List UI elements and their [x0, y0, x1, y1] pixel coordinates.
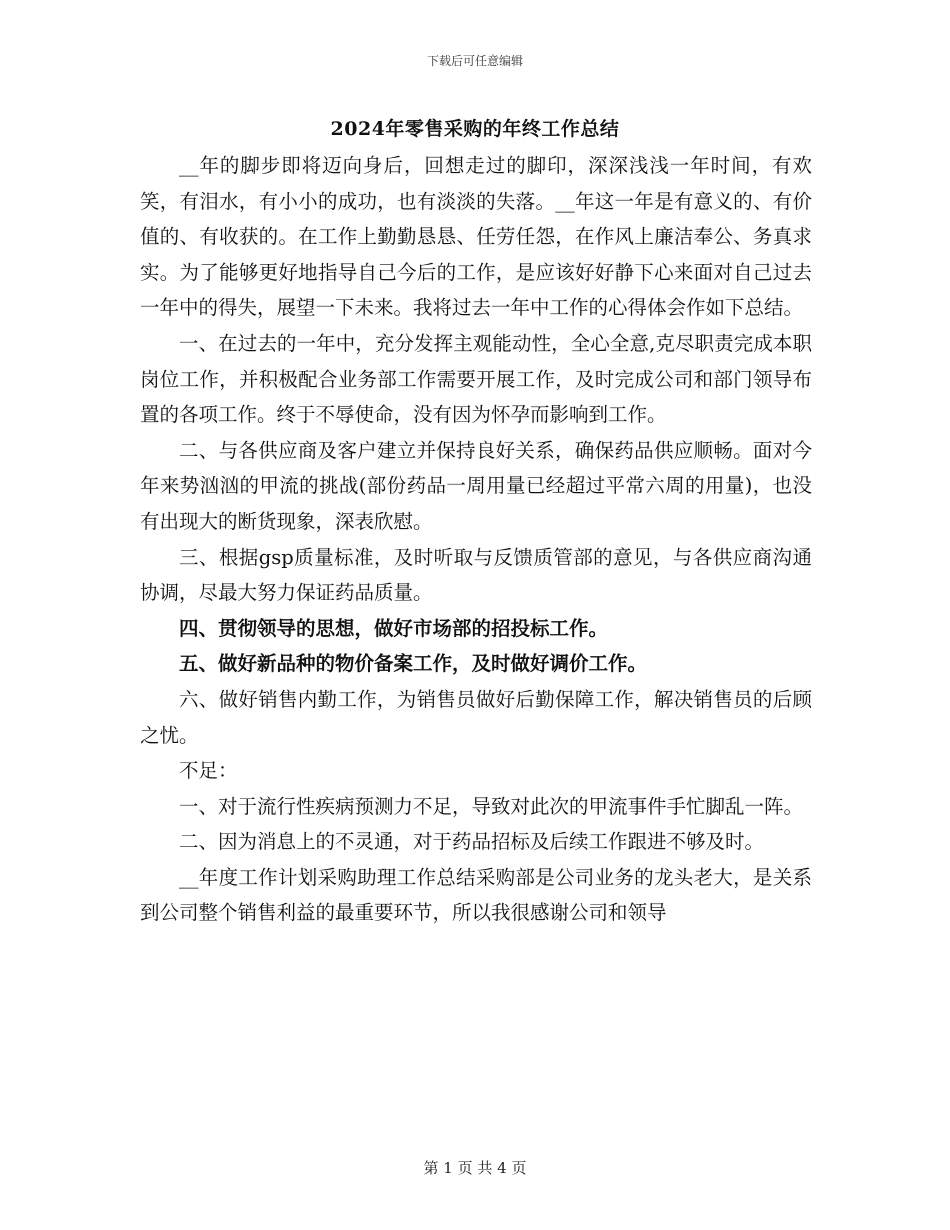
intro-paragraph: __年的脚步即将迈向身后，回想走过的脚印，深深浅浅一年时间，有欢笑，有泪水，有小小的成功，也有淡淡的失落。__年这一年是有意义的、有价值的、有收获的。在工作上勤勤恳恳、任劳任怨，在作风上廉洁奉公、务真求实。为了能够更好地指导自己今后的工作，是应该好好静下心来面对自己过去一年中的得失，展望一下未来。我将过去一年中工作的心得体会作如下总结。 [140, 154, 812, 320]
page-number: 第 1 页 共 4 页 [423, 1159, 527, 1177]
document-title: 2024年零售采购的年终工作总结 [330, 118, 620, 140]
paragraph-item-6: 六、做好销售内勤工作，为销售员做好后勤保障工作，解决销售员的后顾之忧。 [140, 687, 812, 747]
plan-paragraph: __年度工作计划采购助理工作总结采购部是公司业务的龙头老大，是关系到公司整个销售利益的最重要环节，所以我很感谢公司和领导 [140, 865, 812, 925]
document-body [140, 148, 812, 931]
shortcoming-item-1: 一、对于流行性疾病预测力不足，导致对此次的甲流事件手忙脚乱一阵。 [179, 794, 804, 818]
page-header-note: 下载后可任意编辑 [426, 54, 523, 68]
paragraph-item-4: 四、贯彻领导的思想，做好市场部的招投标工作。 [179, 616, 609, 640]
shortcomings-heading: 不足： [179, 759, 238, 783]
paragraph-item-1: 一、在过去的一年中，充分发挥主观能动性，全心全意,克尽职责完成本职岗位工作，并积极配合业务部工作需要开展工作，及时完成公司和部门领导布置的各项工作。终于不辱使命，没有因为怀孕而影响到工作。 [140, 331, 812, 427]
paragraph-item-5: 五、做好新品种的物价备案工作，及时做好调价工作。 [179, 652, 648, 676]
shortcoming-item-2: 二、因为消息上的不灵通，对于药品招标及后续工作跟进不够及时。 [179, 830, 765, 854]
paragraph-item-3: 三、根据gsp质量标准，及时听取与反馈质管部的意见，与各供应商沟通协调，尽最大努力保证药品质量。 [140, 545, 812, 605]
paragraph-item-2: 二、与各供应商及客户建立并保持良好关系，确保药品供应顺畅。面对今年来势汹汹的甲流的挑战(部份药品一周用量已经超过平常六周的用量)，也没有出现大的断货现象，深表欣慰。 [140, 438, 812, 533]
